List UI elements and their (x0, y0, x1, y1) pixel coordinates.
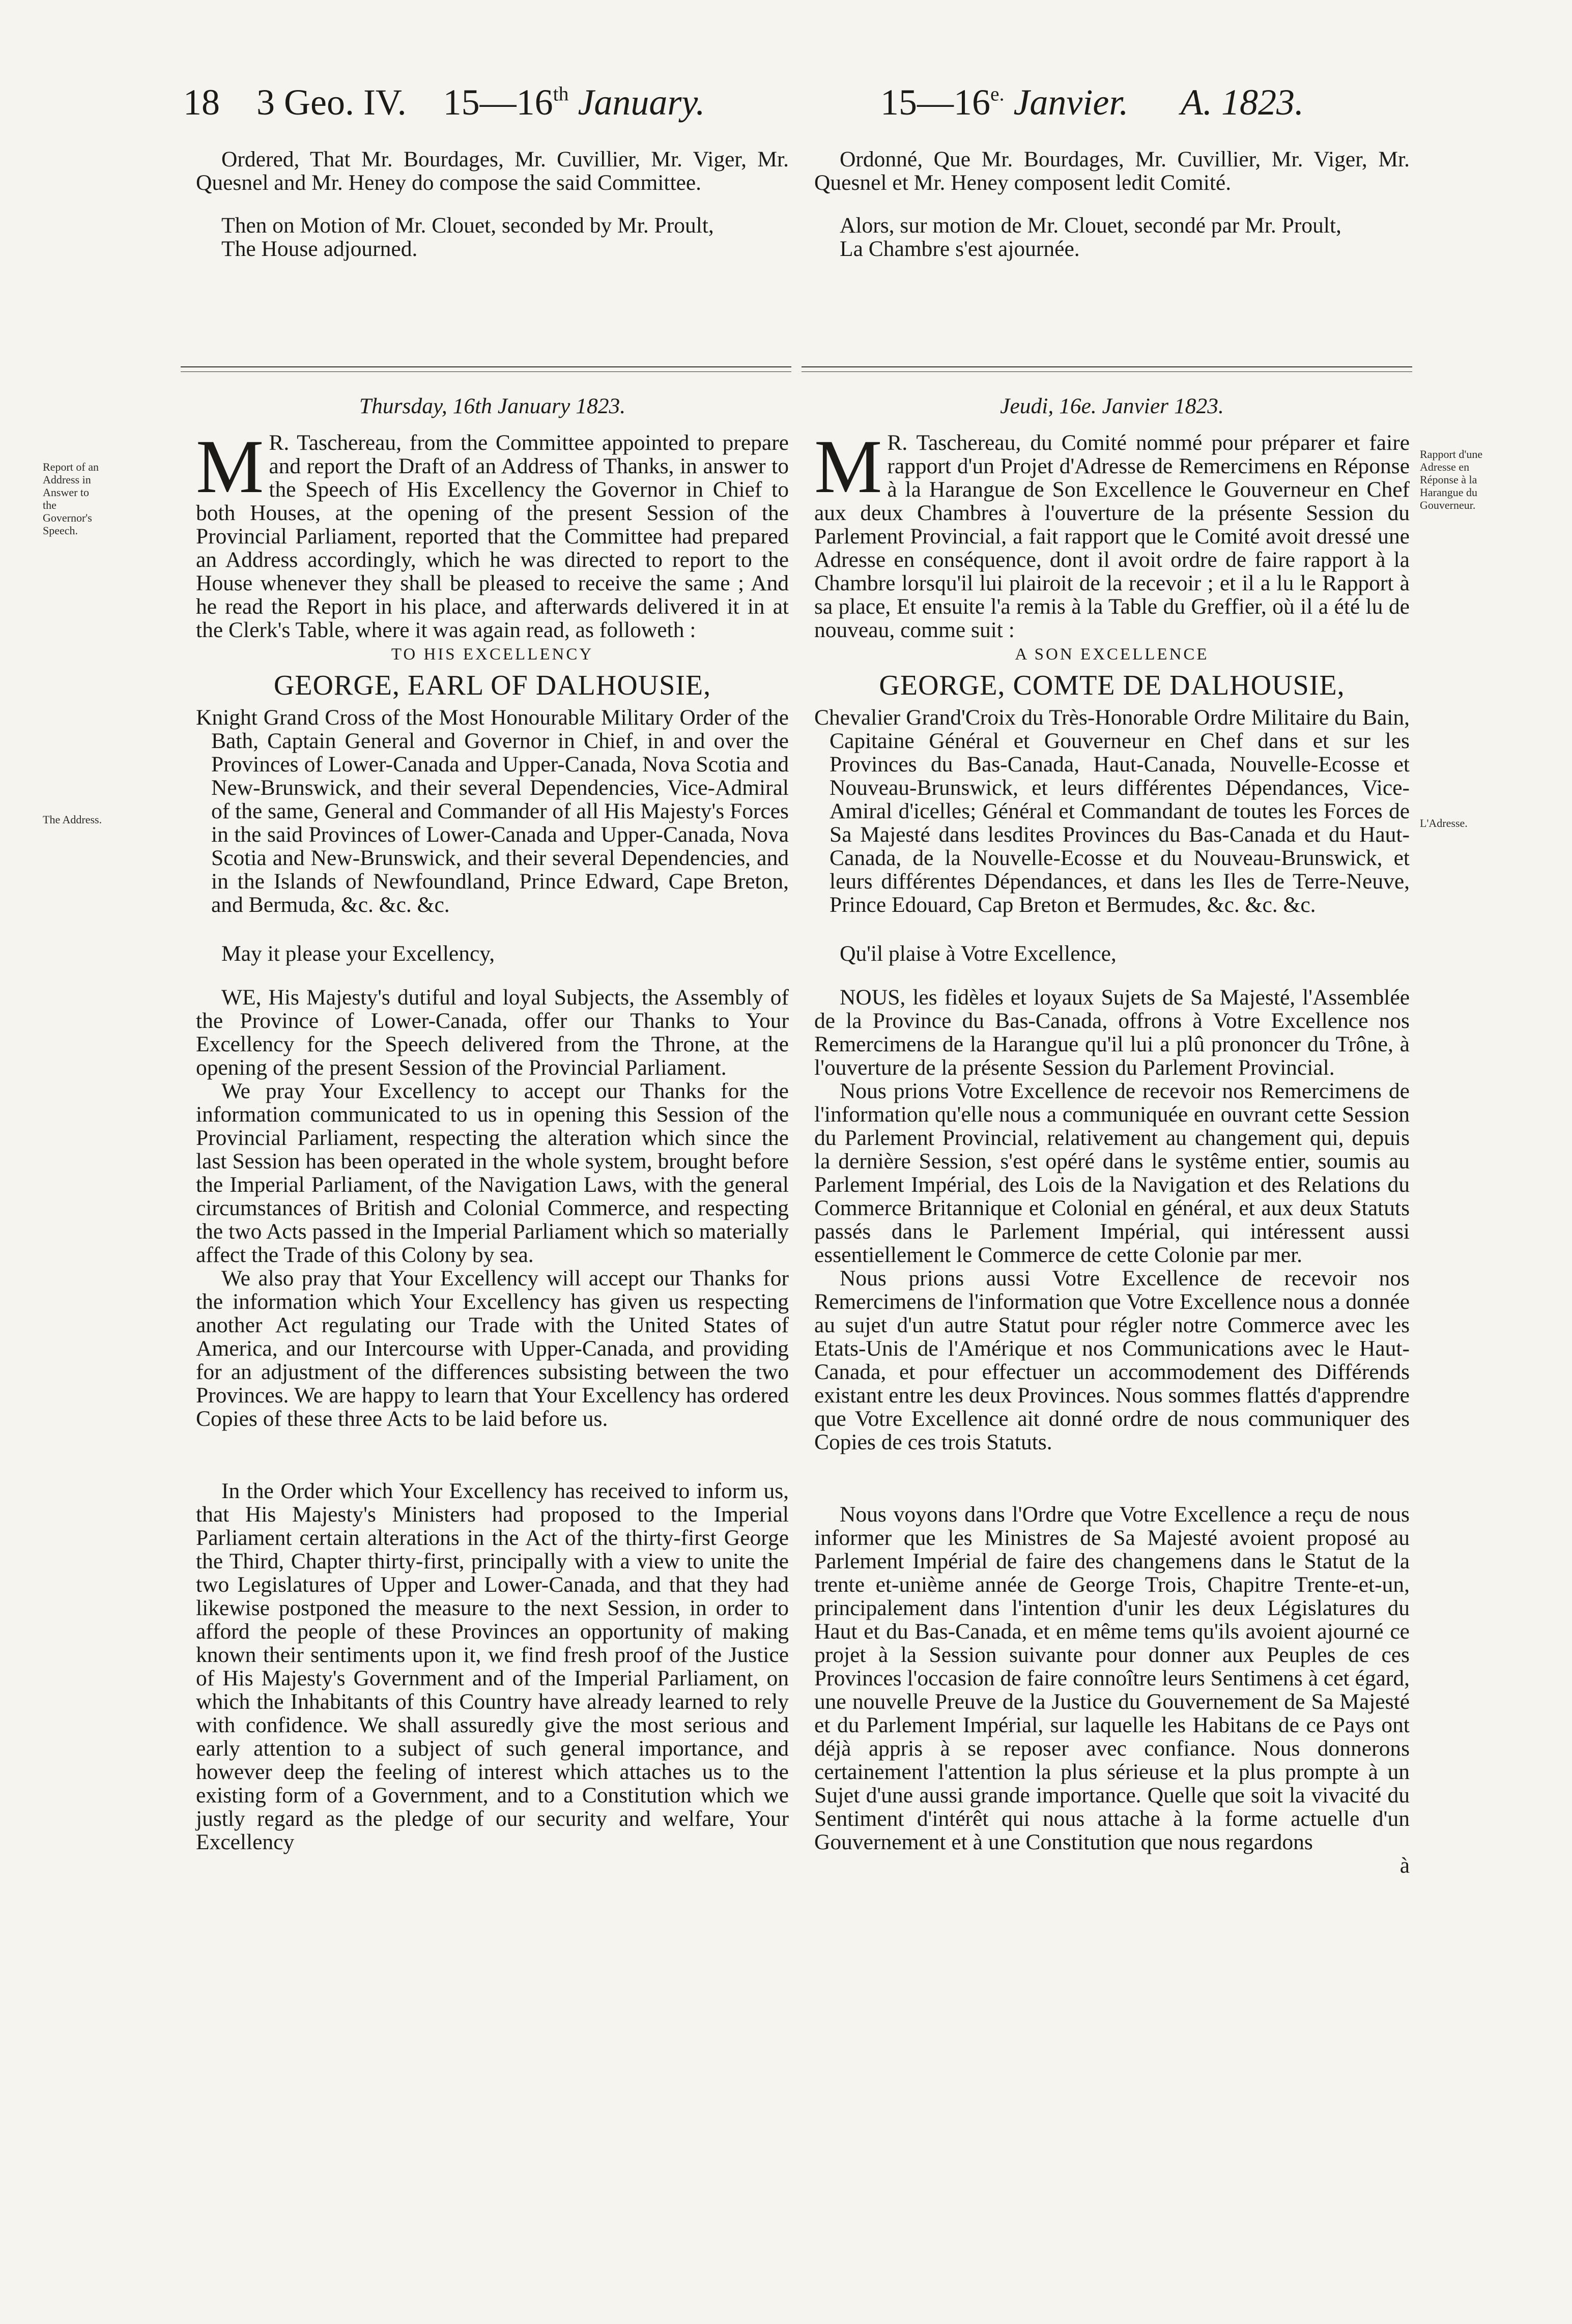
margin-note-report-english: Report of an Address in Answer to the Governor's Speech. (43, 461, 99, 537)
english-paragraph-3: We also pray that Your Excellency will accept our Thanks for the information which Your Excellency has given us respecting another Act regulating our Trade with the United States of America, and our Intercourse with Upper-Canada, and providing for an adjustment of the differences subsisting between the two Provinces. We are happy to learn that Your Excellency has ordered Copies of these three Acts to be laid before us. (196, 1266, 789, 1431)
french-top-block (814, 148, 1410, 261)
english-main-column (196, 394, 789, 1854)
english-paragraph-2: We pray Your Excellency to accept our Thanks for the information communicated to us in opening this Session of the Provincial Parliament, respecting the alteration which since the last Session has been operated in the whole system, brought before the Imperial Parliament, of the Navigation Laws, with the general circumstances of British and Colonial Commerce, and respecting the two Acts passed in the Imperial Parliament which so materially affect the Trade of this Colony by sea. (196, 1079, 789, 1267)
english-salutation: May it please your Excellency, (221, 941, 495, 966)
french-main-column (814, 394, 1410, 1877)
french-dropcap: M (814, 424, 882, 509)
french-dateline: Jeudi, 16e. Janvier 1823. (1000, 394, 1224, 418)
english-dateline: Thursday, 16th January 1823. (359, 394, 626, 418)
section-divider-french (802, 366, 1412, 372)
running-head-french (880, 81, 1304, 124)
english-ordered: Ordered, That Mr. Bourdages, Mr. Cuvillier, Mr. Viger, Mr. Quesnel and Mr. Heney do compose the said Committee. (196, 147, 789, 195)
french-paragraph-2: Nous prions Votre Excellence de recevoir nos Remercimens de l'information qu'elle nous a communiquée en ouvrant cette Session du Parlement Provincial, relativement au changement qui, depuis la dernière Session, s'est opéré dans le systême entier, soumis au Parlement Impérial, des Lois de la Navigation et des Relations du Commerce Britannique et Colonial en général, et aux deux Statuts passés dans le Parlement Impérial, qui intéressent aussi essentiellement le Commerce de cette Colonie par mer. (814, 1079, 1410, 1267)
date-range-en: 15—16 (443, 82, 553, 123)
margin-note-address-english: The Address. (43, 813, 102, 826)
english-governor-name: GEORGE, EARL OF DALHOUSIE, (273, 670, 711, 701)
english-paragraph-1: WE, His Majesty's dutiful and loyal Subjects, the Assembly of the Province of Lower-Canada, offer our Thanks to Your Excellency for the Speech delivered from the Throne, at the opening of the present Session of the Provincial Parliament. (196, 985, 789, 1080)
month-en: January. (578, 82, 705, 123)
french-paragraph-3: Nous prions aussi Votre Excellence de recevoir nos Remercimens de l'information que Votre Excellence nous a donnée au sujet d'un autre Statut pour régler notre Commerce avec les Etats-Unis de l'Amérique et nos Communications avec le Haut-Canada, et pour effectuer un accommodement des Différends existant entre les deux Provinces. Nous sommes flattés d'apprendre que Votre Excellence ait donné ordre de nous communiquer des Copies de ces trois Statuts. (814, 1266, 1410, 1454)
english-report-text: R. Taschereau, from the Committee appointed to prepare and report the Draft of an Address of Thanks, in answer to the Speech of His Excellency the Governor in Chief to both Houses, at the opening of the present Session of the Provincial Parliament, reported that the Committee had prepared an Address accordingly, which he was directed to report to the House whenever they shall be pleased to receive the same ; And he read the Report in his place, and afterwards delivered it in at the Clerk's Table, where it was again read, as followeth : (196, 431, 789, 642)
english-dropcap: M (196, 424, 264, 509)
french-paragraph-4: Nous voyons dans l'Ordre que Votre Excellence a reçu de nous informer que les Ministres de Sa Majesté avoient proposé au Parlement Impérial de faire des changemens dans le Statut de la trente et-unième année de George Trois, Chapitre Trente-et-un, principalement dans l'intention d'unir les deux Législatures du Haut et du Bas-Canada, et en même tems qu'ils avoient ajourné ce projet à la Session suivante pour donner aux Peuples de ces Provinces l'occasion de faire connoître leurs Sentimens à cet égard, une nouvelle Preuve de la Justice du Gouvernement de Sa Majesté et du Parlement Impérial, sur laquelle les Habitans de ce Pays ont déjà appris à se reposer avec confiance. Nous donnerons certainement l'attention la plus sérieuse et la plus prompte à un Sujet d'une aussi grande importance. Quelle que soit la vivacité du Sentiment d'intérêt qui nous attache à la forme actuelle d'un Gouvernement et à une Constitution que nous regardons (814, 1502, 1410, 1854)
french-adjourned: La Chambre s'est ajournée. (840, 237, 1080, 261)
running-head-english (183, 81, 705, 124)
french-salutation: Qu'il plaise à Votre Excellence, (840, 941, 1117, 966)
english-report-paragraph (196, 424, 789, 642)
month-fr: Janvier. (1013, 82, 1129, 123)
english-addressee: TO HIS EXCELLENCY (391, 645, 594, 664)
margin-note-report-french: Rapport d'une Adresse en Réponse à la Harangue du Gouverneur. (1420, 448, 1483, 511)
french-governor-name: GEORGE, COMTE DE DALHOUSIE, (879, 670, 1345, 701)
english-top-block (196, 148, 789, 261)
date-range-fr: 15—16 (880, 82, 990, 123)
regnal-year: 3 Geo. IV. (256, 82, 407, 123)
french-governor-titles: Chevalier Grand'Croix du Très-Honorable Ordre Militaire du Bain, Capitaine Général et Gouverneur en Chef dans et sur les Provinces du Bas-Canada, Haut-Canada, Nouvelle-Ecosse et Nouveau-Brunswick, et leurs différentes Dépendances, Vice-Amiral d'icelles; Général et Commandant de toutes les Forces de Sa Majesté dans lesdites Provinces du Bas-Canada et du Haut-Canada, de la Nouvelle-Ecosse et du Nouveau-Brunswick, et leurs différentes Dépendances, et dans les Iles de Terre-Neuve, Prince Edouard, Cap Breton et Bermudes, &c. &c. &c. (814, 705, 1410, 917)
english-motion: Then on Motion of Mr. Clouet, seconded by Mr. Proult, (221, 213, 714, 238)
french-ordered: Ordonné, Que Mr. Bourdages, Mr. Cuvillier, Mr. Viger, Mr. Quesnel et Mr. Heney composent ledit Comité. (814, 147, 1410, 195)
section-divider-english (181, 366, 791, 372)
session-year: A. 1823. (1181, 82, 1304, 123)
french-report-paragraph (814, 424, 1410, 642)
english-governor-titles: Knight Grand Cross of the Most Honourable Military Order of the Bath, Captain General and Governor in Chief, in and over the Provinces of Lower-Canada and Upper-Canada, Nova Scotia and New-Brunswick, and their several Dependencies, Vice-Admiral of the same, General and Commander of all His Majesty's Forces in the said Provinces of Lower-Canada and Upper-Canada, Nova Scotia and New-Brunswick, and their several Dependencies, and in the Islands of Newfoundland, Prince Edward, Cape Breton, and Bermuda, &c. &c. &c. (196, 705, 789, 917)
date-suffix-en: th (553, 82, 569, 105)
french-catchword: à (1399, 1853, 1410, 1878)
page-number: 18 (183, 82, 220, 123)
french-motion: Alors, sur motion de Mr. Clouet, secondé par Mr. Proult, (840, 213, 1341, 238)
french-paragraph-1: NOUS, les fidèles et loyaux Sujets de Sa Majesté, l'Assemblée de la Province du Bas-Canada, offrons à Votre Excellence nos Remercimens de la Harangue qu'il lui a plû prononcer du Trône, à l'ouverture de la présente Session du Parlement Provincial. (814, 985, 1410, 1080)
french-addressee: A SON EXCELLENCE (1015, 645, 1209, 664)
english-paragraph-4: In the Order which Your Excellency has received to inform us, that His Majesty's Ministers had proposed to the Imperial Parliament certain alterations in the Act of the thirty-first George the Third, Chapter thirty-first, principally with a view to unite the two Legislatures of Upper and Lower-Canada, and that they had likewise postponed the measure to the next Session, in order to afford the people of these Provinces an opportunity of making known their sentiments upon it, we find fresh proof of the Justice of His Majesty's Government and of the Imperial Parliament, on which the Inhabitants of this Country have already learned to rely with confidence. We shall assuredly give the most serious and early attention to a subject of such general importance, and however deep the feeling of interest which attaches us to the existing form of a Government, and to a Constitution which we justly regard as the pledge of our security and welfare, Your Excellency (196, 1479, 789, 1854)
margin-note-address-french: L'Adresse. (1420, 817, 1468, 829)
english-adjourned: The House adjourned. (221, 237, 418, 261)
french-report-text: R. Taschereau, du Comité nommé pour préparer et faire rapport d'un Projet d'Adresse de Remercimens en Réponse à la Harangue de Son Excellence le Gouverneur en Chef aux deux Chambres à l'ouverture de la présente Session du Parlement Provincial, a fait rapport que le Comité avoit dressé une Adresse en conséquence, dont il avoit ordre de faire rapport à la Chambre lorsqu'il lui plairoit de la recevoir ; et il a lu le Rapport à sa place, Et ensuite l'a remis à la Table du Greffier, où il a été lu de nouveau, comme suit : (814, 431, 1410, 642)
date-suffix-fr: e. (990, 82, 1005, 105)
